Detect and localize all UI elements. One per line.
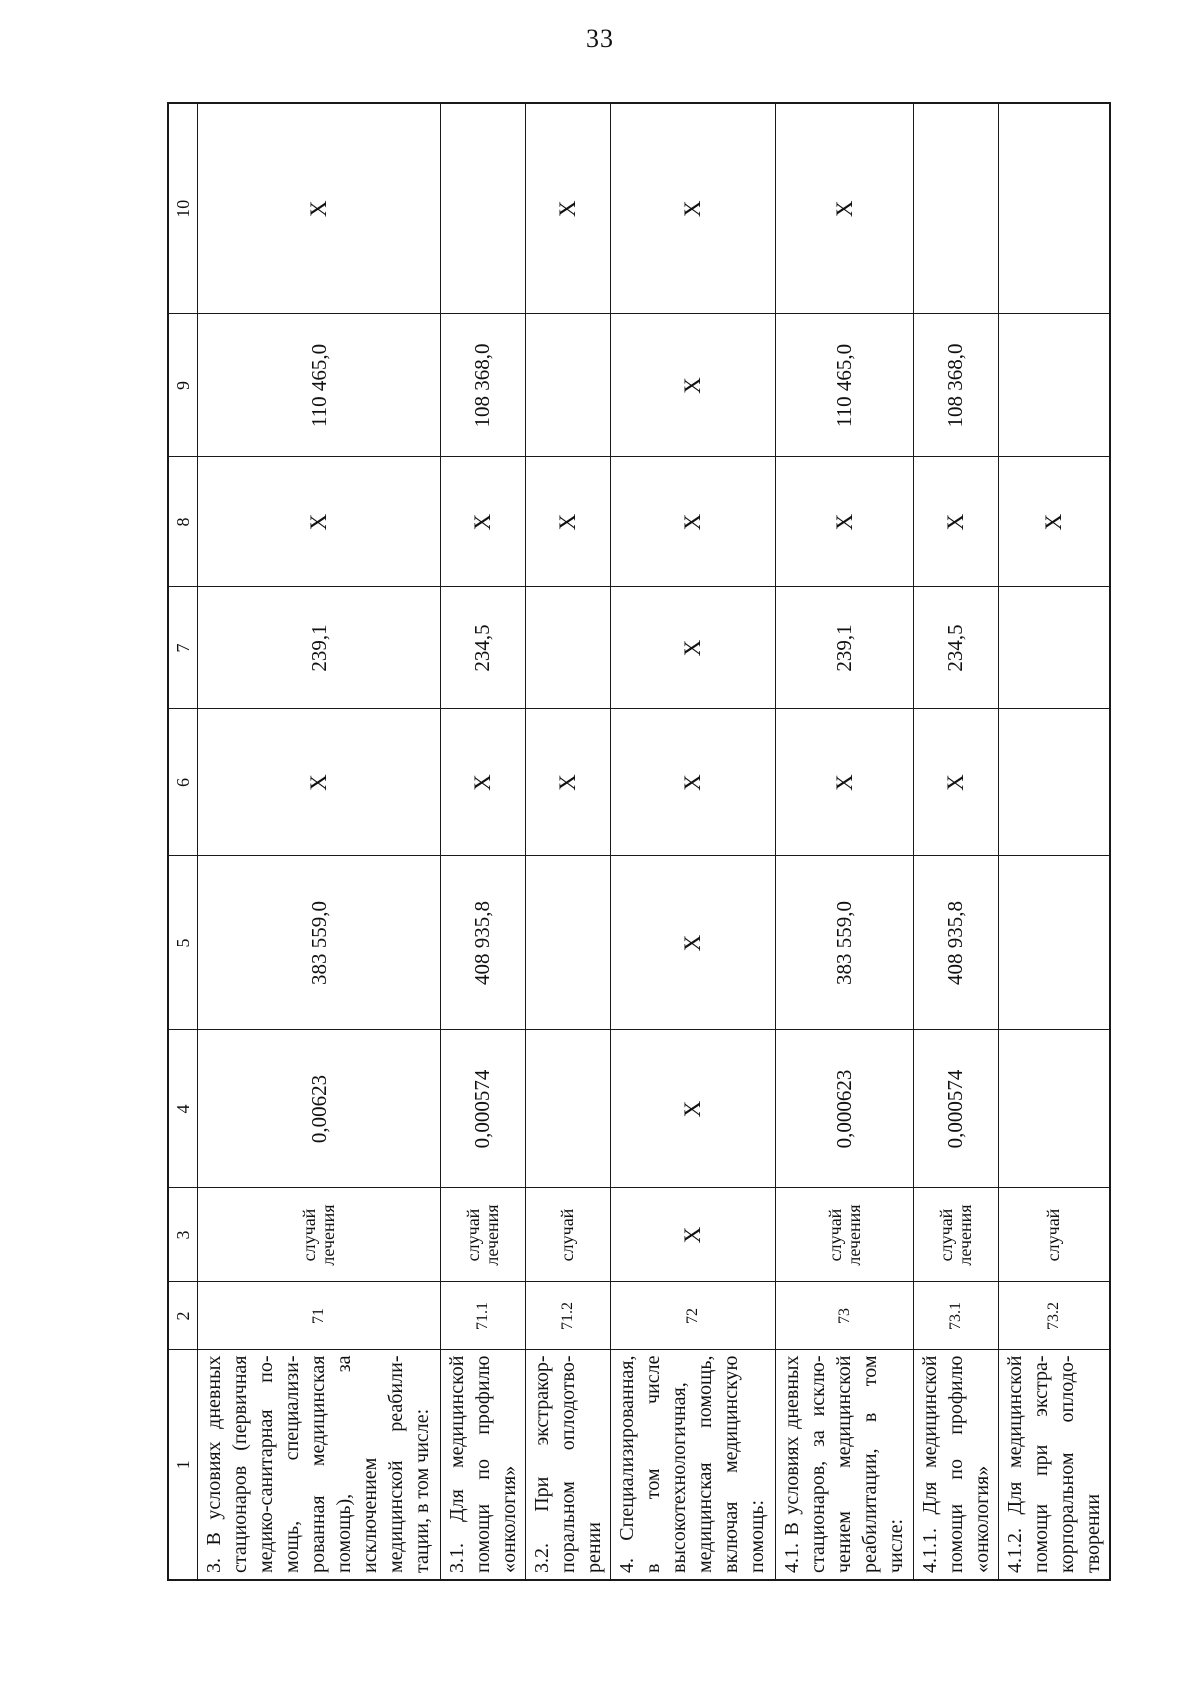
unit-cell: случай лечения [440, 1188, 525, 1282]
cell-col9: 108 368,0 [440, 314, 525, 457]
cell-col5: 408 935,8 [913, 856, 998, 1030]
cell-col8: X [913, 457, 998, 587]
row-description: 4.1.1. Для медицинской помощи по профилю «онкология» [913, 1350, 998, 1580]
column-header: 9 [168, 314, 198, 457]
column-header: 2 [168, 1282, 198, 1350]
cell-col9: 110 465,0 [198, 314, 441, 457]
row-code: 71.2 [525, 1282, 610, 1350]
column-header: 7 [168, 587, 198, 709]
unit-cell: случай [525, 1188, 610, 1282]
cell-col10 [440, 103, 525, 314]
cell-col9 [525, 314, 610, 457]
cell-col6: X [440, 709, 525, 856]
cell-col5 [525, 856, 610, 1030]
unit-cell: случай лечения [776, 1188, 913, 1282]
cell-col7 [998, 587, 1110, 709]
cell-col7: X [610, 587, 776, 709]
cell-col4 [525, 1030, 610, 1188]
cell-col4: 0,000623 [776, 1030, 913, 1188]
medical-care-standards-table [167, 102, 1111, 1581]
cell-col9: 110 465,0 [776, 314, 913, 457]
cell-col6: X [525, 709, 610, 856]
cell-col8: X [525, 457, 610, 587]
table-row [913, 103, 998, 1580]
column-header: 1 [168, 1350, 198, 1580]
cell-col6: X [610, 709, 776, 856]
cell-col4 [998, 1030, 1110, 1188]
column-header: 10 [168, 103, 198, 314]
cell-col10: X [610, 103, 776, 314]
table-row [525, 103, 610, 1580]
cell-col7: 239,1 [198, 587, 441, 709]
row-description: 4.1. В условиях дневных стационаров, за исключением медицинской реабилитации, в том числе: [776, 1350, 913, 1580]
cell-col4: 0,00623 [198, 1030, 441, 1188]
row-description: 4. Специализированная, в том числе высокотехнологичная, медицинская помощь, включая медицинскую помощь: [610, 1350, 776, 1580]
column-header: 8 [168, 457, 198, 587]
cell-col8: X [998, 457, 1110, 587]
row-description: 3.1. Для медицинской помощи по профилю «онкология» [440, 1350, 525, 1580]
row-code: 72 [610, 1282, 776, 1350]
cell-col8: X [198, 457, 441, 587]
table-row [998, 103, 1110, 1580]
cell-col4: X [610, 1030, 776, 1188]
column-header: 4 [168, 1030, 198, 1188]
row-code: 73.1 [913, 1282, 998, 1350]
cell-col6 [998, 709, 1110, 856]
cell-col7: 234,5 [913, 587, 998, 709]
page-number: 33 [586, 24, 614, 53]
rotated-table-frame [167, 104, 1111, 1581]
cell-col6: X [776, 709, 913, 856]
cell-col9: X [610, 314, 776, 457]
row-code: 71.1 [440, 1282, 525, 1350]
unit-cell: случай лечения [198, 1188, 441, 1282]
row-code: 73.2 [998, 1282, 1110, 1350]
unit-cell: случай [998, 1188, 1110, 1282]
cell-col7 [525, 587, 610, 709]
cell-col6: X [913, 709, 998, 856]
table-row [440, 103, 525, 1580]
cell-col5: 408 935,8 [440, 856, 525, 1030]
cell-col9 [998, 314, 1110, 457]
unit-cell: случай лечения [913, 1188, 998, 1282]
column-header: 3 [168, 1188, 198, 1282]
cell-col4: 0,000574 [440, 1030, 525, 1188]
cell-col9: 108 368,0 [913, 314, 998, 457]
cell-col10: X [198, 103, 441, 314]
row-description: 3.2. При экстракорпоральном оплодотворении [525, 1350, 610, 1580]
table-row [776, 103, 913, 1580]
column-number-row [168, 103, 198, 1580]
cell-col10: X [525, 103, 610, 314]
cell-col5: 383 559,0 [198, 856, 441, 1030]
cell-col8: X [610, 457, 776, 587]
cell-col7: 239,1 [776, 587, 913, 709]
column-header: 6 [168, 709, 198, 856]
cell-col10: X [776, 103, 913, 314]
cell-col8: X [440, 457, 525, 587]
column-header: 5 [168, 856, 198, 1030]
cell-col5: 383 559,0 [776, 856, 913, 1030]
cell-col10 [913, 103, 998, 314]
table-row [198, 103, 441, 1580]
cell-col4: 0,000574 [913, 1030, 998, 1188]
row-code: 73 [776, 1282, 913, 1350]
table-row [610, 103, 776, 1580]
cell-col7: 234,5 [440, 587, 525, 709]
unit-cell: X [610, 1188, 776, 1282]
cell-col6: X [198, 709, 441, 856]
row-description: 4.1.2. Для медицинской помощи при экстракорпоральном оплодотворении [998, 1350, 1110, 1580]
cell-col5: X [610, 856, 776, 1030]
cell-col8: X [776, 457, 913, 587]
cell-col5 [998, 856, 1110, 1030]
table-container [167, 104, 1111, 1581]
row-code: 71 [198, 1282, 441, 1350]
row-description: 3. В условиях дневных стационаров (первичная медико-санитарная помощь, специализированная медицинская помощь), за исключением медицинской реабилитации, в том числе: [198, 1350, 441, 1580]
cell-col10 [998, 103, 1110, 314]
